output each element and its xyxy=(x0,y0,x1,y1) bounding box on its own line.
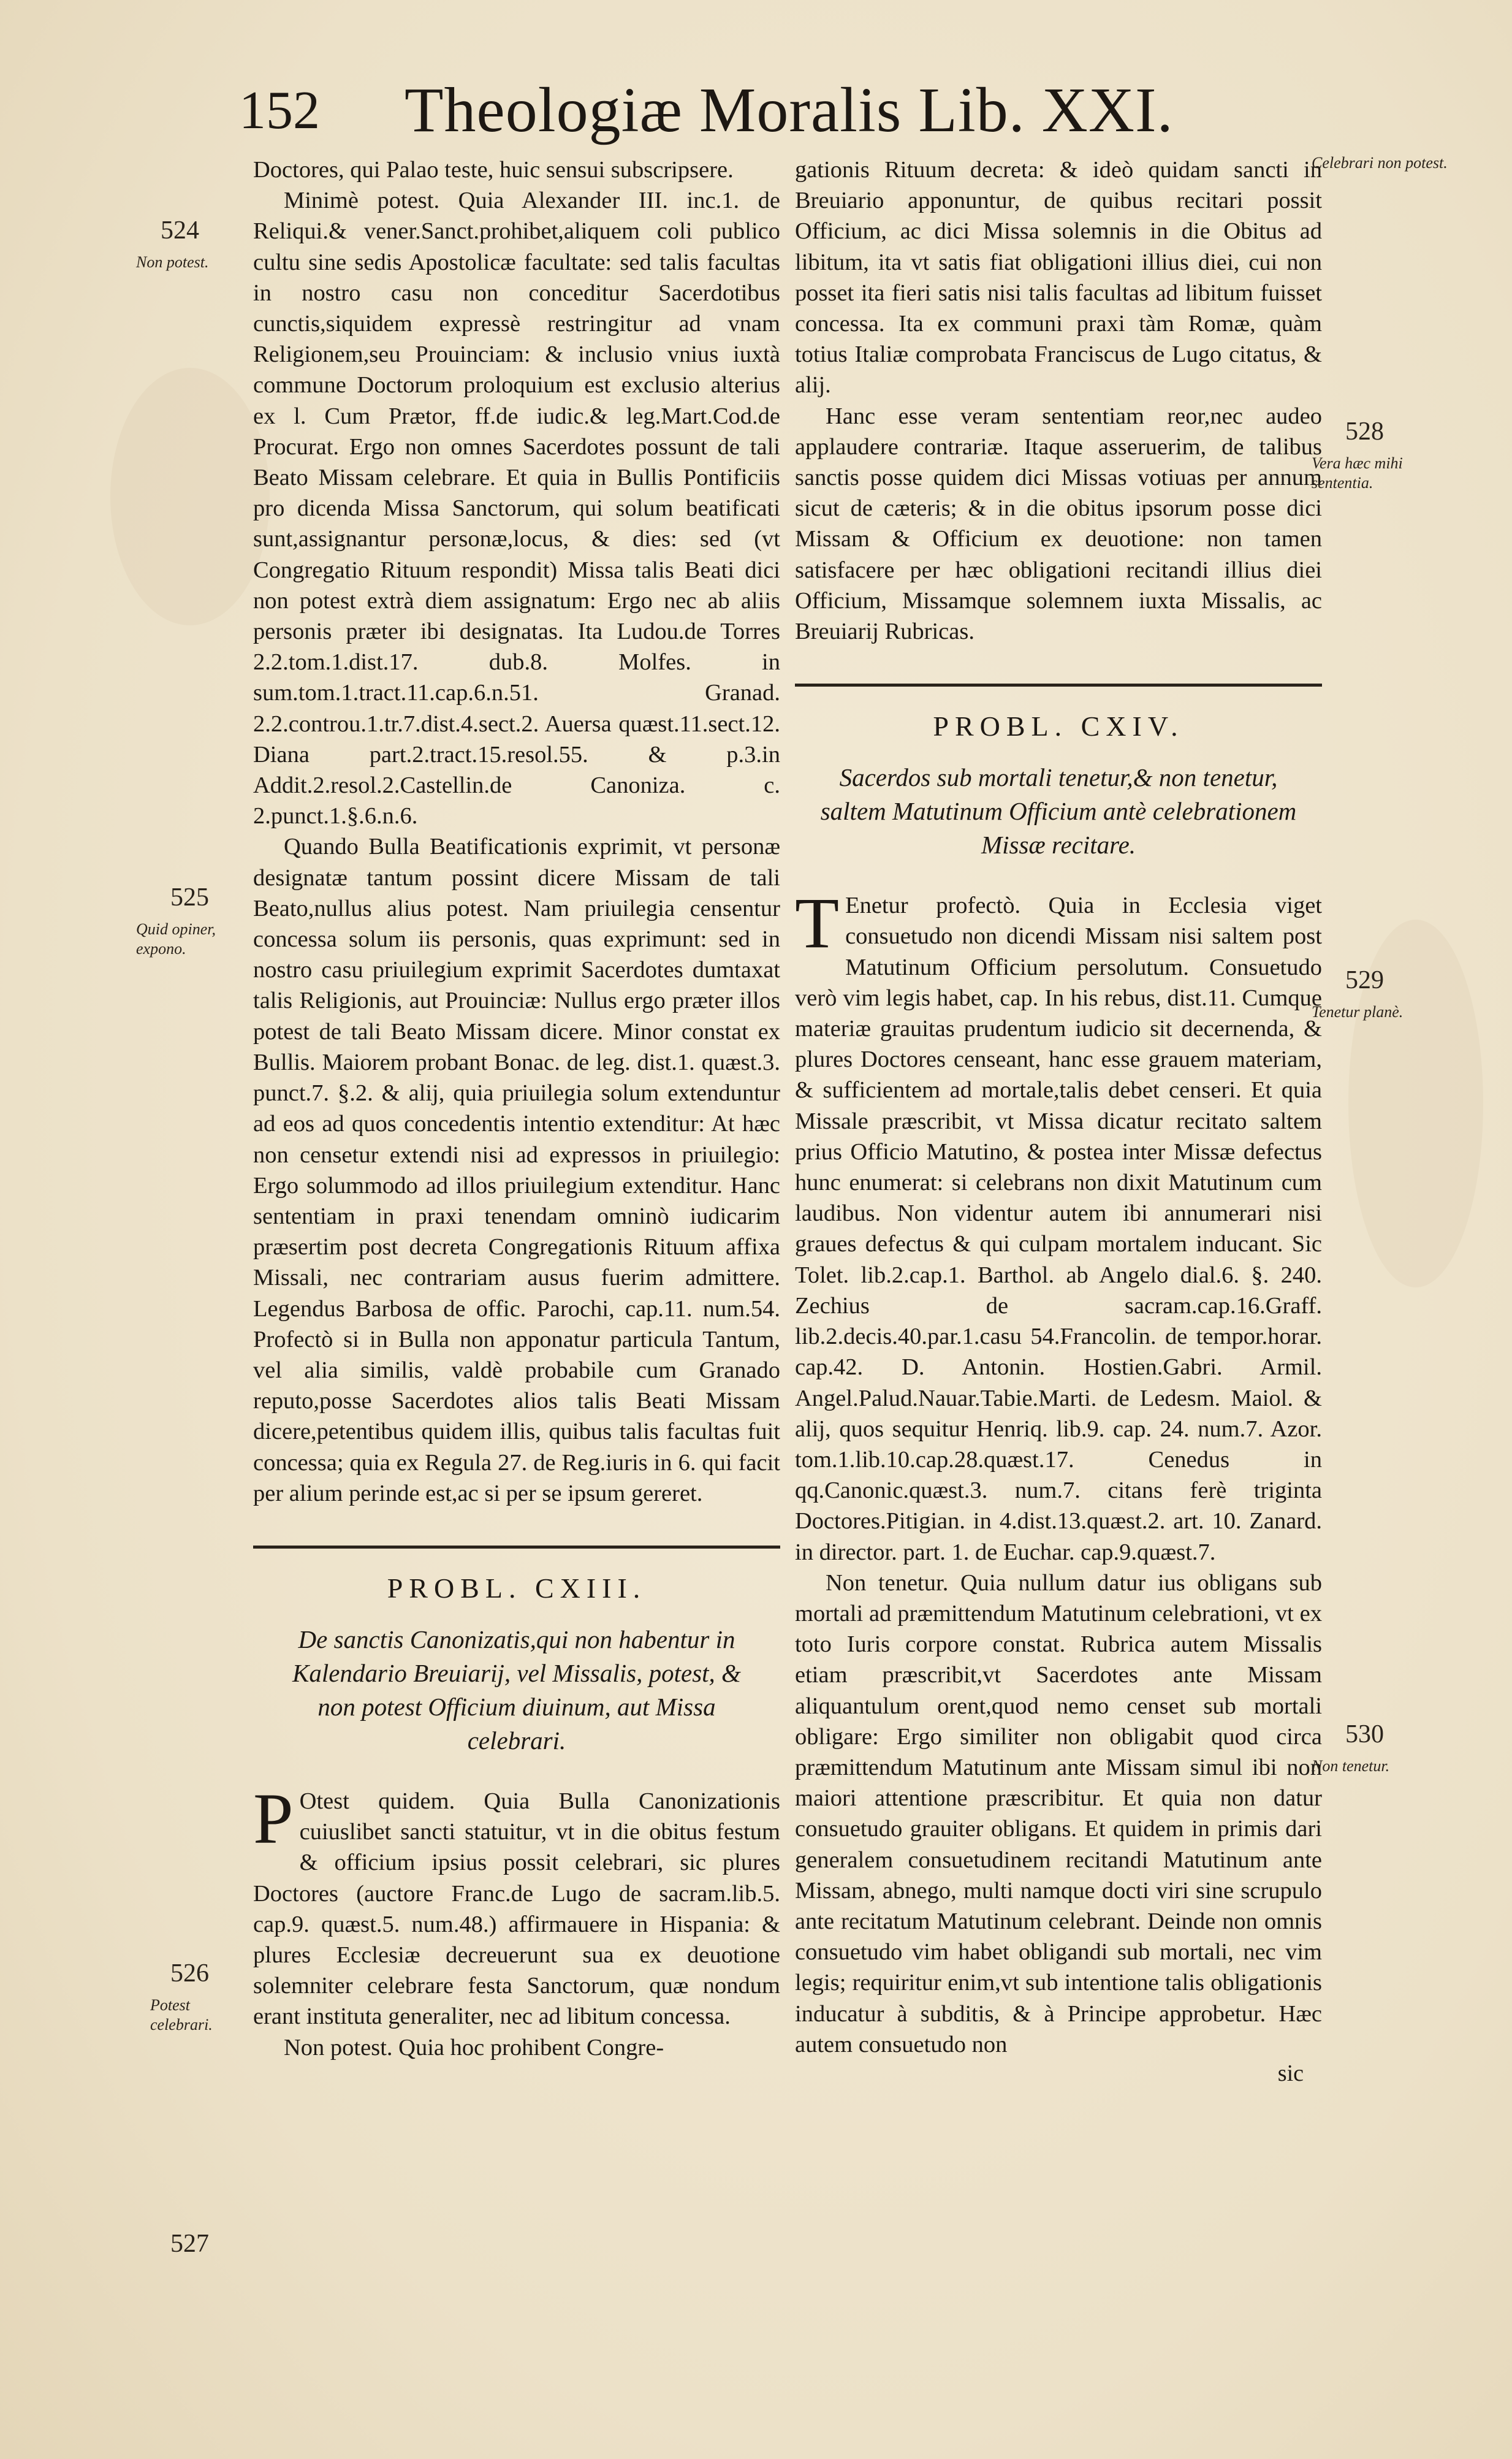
paragraph-525: Quando Bulla Beatificationis exprimit, vt personæ designatæ tantum possint dicere Missam de tali Beato,nullus alius potest. Nam priuilegia censentur concessa solum iis personis, quas exprimunt: sed in nostro casu priuilegium exprimit Sacerdotes dumtaxat talis Religionis, aut Prouinciæ: Nullus ergo præter illos potest de tali Beato Missam dicere. Minor constat ex Bullis. Maiorem probant Bonac. de leg. dist.1. quæst.3. punct.7. §.2. & alij, quia priuilegia solum extenduntur ad eos ad quos concedentis intentio extenditur: At hæc non censetur extendi nisi ad expressos in priuilegio: Ergo solummodo ad illos priuilegium extenditur. Hanc sententiam in praxi tenendam omninò iudicarim præsertim post decreta Congregationis Rituum affixa Missali, nec contrariam ausus fuerim admittere. Legendus Barbosa de offic. Parochi, cap.11. num.54. Profectò si in Bulla non apponatur particula Tantum, vel alia similis, valdè probabile cum Granado reputo,posse Sacerdotes alios talis Beati Missam dicere,petentibus quidem illis, quibus talis facultas fuit concessa; quia ex Regula 27. de Reg.iuris in 6. qui facit per alium perinde est,ac si per se ipsum gereret. xyxy=(253,834,780,1506)
paragraph-530: Non tenetur. Quia nullum datur ius obligans sub mortali ad præmittendum Matutinum celebrationi, vt ex toto Iuris corpore constat. Rubrica autem Missalis etiam præscribit,vt Sacerdotes ante Missam aliquantulum orent,quod nemo censet sub mortali obligare: Ergo similiter non obligabit quod circa præmittendum Matutinum ante Missam simul ibi non maiori attentione præscribitur. Et quia non datur consuetudo grauiter obligans. Et quidem in primis dari generalem consuetudinem recitandi Matutinum ante Missam, abnego, multi namque docti viri sine scrupulo ante recitatum Matutinum celebrant. Deinde non omnis consuetudo vim habet obligandi sub mortali, nec vim legis; requiritur enim,vt sub intentione talis obligationis inducatur à subditis, & à Principe approbetur. Hæc autem consuetudo non xyxy=(795,1569,1322,2057)
margin-number-528: 528 xyxy=(1345,417,1384,446)
problem-114-title: Sacerdos sub mortali tenetur,& non tenetur, saltem Matutinum Officium antè celebrationem Missæ recitare. xyxy=(820,763,1297,860)
paragraph-526: Otest quidem. Quia Bulla Canonizationis cuiuslibet sancti statuitur, vt in die obitus festum & officium ipsius possit celebrari, sic plures Doctores (auctore Franc.de Lugo de sacram.lib.5. cap.9. quæst.5. num.48.) affirmauere in Hispania: & plures Ecclesiæ decreuerunt sua ex deuotione solemniter celebrare festa Sanctorum, quæ nondum erant instituta generaliter, nec ad libitum concessa. xyxy=(253,1788,780,2030)
margin-note-524: Non potest. xyxy=(136,253,209,271)
paper-stain xyxy=(110,368,270,625)
margin-note-525: Quid opiner, expono. xyxy=(136,920,216,958)
problem-113-heading: PROBL. CXIII. xyxy=(387,1572,647,1604)
margin-note-celebrari: Celebrari non potest. xyxy=(1312,154,1448,172)
margin-number-529: 529 xyxy=(1345,966,1384,994)
section-divider xyxy=(253,1546,780,1549)
margin-note-530: Non tenetur. xyxy=(1312,1757,1390,1775)
margin-note-529: Tenetur planè. xyxy=(1312,1003,1404,1021)
right-column xyxy=(795,154,1322,2087)
margin-number-525: 525 xyxy=(170,883,209,912)
left-column xyxy=(253,154,780,2063)
margin-number-526: 526 xyxy=(170,1959,209,1988)
paragraph-527: Non potest. Quia hoc prohibent Congre- xyxy=(284,2034,664,2061)
margin-number-530: 530 xyxy=(1345,1720,1384,1748)
paragraph-528: Hanc esse veram sententiam reor,nec audeo applaudere contrariæ. Itaque asseruerim, de talibus sanctis posse quidem dici Missas votiuas per annum sicut de cæteris; & in die obitus ipsorum posse dici Missam & Officium ex deuotione: non tamen satisfacere per hæc obligationi recitandi illius diei Officium, Missamque solemnem iuxta Missalis, ac Breuiarij Rubricas. xyxy=(795,403,1322,645)
margin-number-524: 524 xyxy=(161,216,199,245)
paragraph-529-block xyxy=(795,883,1322,1567)
problem-113-title: De sanctis Canonizatis,qui non habentur in Kalendario Breuiarij, vel Missalis, potest, & non potest Officium diuinum, aut Missa celebrari. xyxy=(292,1625,741,1755)
section-divider xyxy=(795,684,1322,687)
margin-note-526: Potest celebrari. xyxy=(150,1996,213,2034)
paragraph-continuation-right: gationis Rituum decreta: & ideò quidam sancti in Breuiario apponuntur, de quibus recitari possit Officium, ac dici Missa solemnis in die Obitus ad libitum, ita vt satis fiat obligationi illius diei, cui non posset ita fieri satis nisi talis facultas ad libitum fuisset concessa. Ita ex communi praxi tàm Romæ, quàm totius Italiæ comprobata Franciscus de Lugo citatus, & alij. xyxy=(795,157,1322,398)
paragraph-524: Minimè potest. Quia Alexander III. inc.1. de Reliqui.& vener.Sanct.prohibet,aliquem coli publico cultu sine sedis Apostolicæ facultate: sed talis facultas in nostro casu non conceditur Sacerdotibus cunctis,siquidem expressè restringitur ad vnam Religionem,seu Prouinciam: & inclusio vnius iuxtà commune Doctorum proloquium est exclusio alterius ex l. Cum Prætor, ff.de iudic.& leg.Mart.Cod.de Procurat. Ergo non omnes Sacerdotes possunt de tali Beato Missam celebrare. Et quia in Bullis Pontificiis pro dicenda Missa Sanctorum, qui solum beatificati sunt,assignantur personæ,locus, & dies: sed (vt Congregatio Rituum respondit) Missa talis Beati dici non potest extrà diem assignatum: Ergo nec ab aliis personis præter ibi designatas. Ita Ludou.de Torres 2.2.tom.1.dist.17. dub.8. Molfes. in sum.tom.1.tract.11.cap.6.n.51. Granad. 2.2.controu.1.tr.7.dist.4.sect.2. Auersa quæst.11.sect.12. Diana part.2.tract.15.resol.55. & p.3.in Addit.2.resol.2.Castellin.de Canoniza. c. 2.punct.1.§.6.n.6. xyxy=(253,188,780,829)
paragraph-529: Enetur profectò. Quia in Ecclesia viget consuetudo non dicendi Missam nisi saltem post Matutinum Officium persolutum. Consuetudo verò vim legis habet, cap. In his rebus, dist.11. Cumque materiæ grauitas prudentum iudicio sit decernenda, & plures Doctores censeant, hanc esse grauem materiam, & sufficientem ad mortale,talis debet censeri. Et quia Missale præscribit, vt Missa dicatur recitato saltem prius Officio Matutino, & postea inter Missæ defectus hunc enumerat: si celebrans non dixit Matutinum cum laudibus. Non videntur autem ibi annumerari nisi graues defectus & qui culpam mortalem inducant. Sic Tolet. lib.2.cap.1. Barthol. ab Angelo dial.6. §. 240. Zechius de sacram.cap.16.Graff. lib.2.decis.40.par.1.casu 54.Francolin. de tempor.horar. cap.42. D. Antonin. Hostien.Gabri. Armil. Angel.Palud.Nauar.Tabie.Marti. de Ledesm. Maiol. & alij, quos sequitur Henriq. lib.9. cap. 24. num.7. Azor. tom.1.lib.10.cap.28.quæst.17. Cenedus in qq.Canonic.quæst.3. num.7. citans ferè triginta Doctores.Pitigian. in 4.dist.13.quæst.2. art. 10. Zanard. in director. part. 1. de Euchar. cap.9.quæst.7. xyxy=(795,893,1322,1565)
margin-note-528: Vera hæc mihi sententia. xyxy=(1312,454,1403,492)
drop-cap: T xyxy=(795,883,840,964)
drop-cap: P xyxy=(253,1778,294,1859)
page-number: 152 xyxy=(239,81,320,140)
paragraph-526-block xyxy=(253,1778,780,2032)
paragraph-continuation: Doctores, qui Palao teste, huic sensui subscripsere. xyxy=(253,157,734,183)
problem-114-heading: PROBL. CXIV. xyxy=(933,711,1184,742)
running-title: Theologiæ Moralis Lib. XXI. xyxy=(405,75,1174,145)
catchword: sic xyxy=(1277,2060,1304,2086)
margin-number-527: 527 xyxy=(170,2230,209,2258)
